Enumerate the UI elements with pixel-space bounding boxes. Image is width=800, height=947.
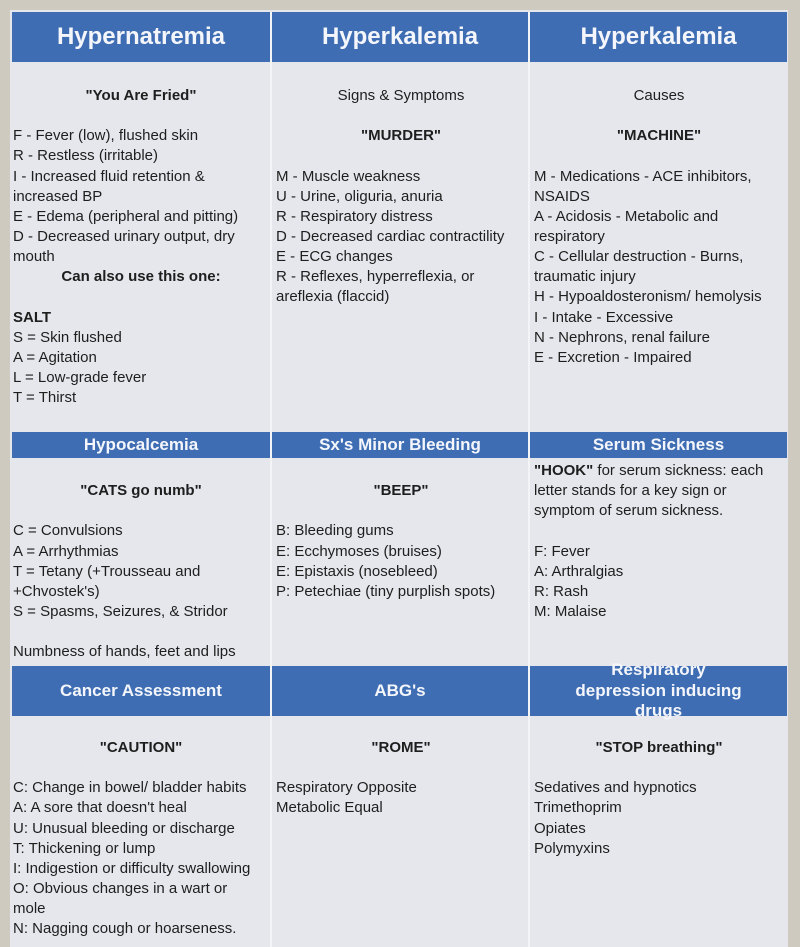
list-item: F - Fever (low), flushed skin bbox=[13, 127, 199, 145]
list-item: U - Urine, oliguria, anuria bbox=[276, 187, 443, 205]
list-item: mole bbox=[13, 900, 46, 918]
list-item: A = Agitation bbox=[13, 348, 97, 366]
list-item: Sedatives and hypnotics bbox=[534, 779, 697, 797]
list-item: respiratory bbox=[534, 227, 605, 245]
list-item: N: Nagging cough or hoarseness. bbox=[13, 920, 237, 938]
list-item bbox=[534, 461, 784, 481]
list-item: E: Epistaxis (nosebleed) bbox=[276, 562, 438, 580]
list-item: R - Respiratory distress bbox=[276, 207, 433, 225]
list-item: L = Low-grade fever bbox=[13, 368, 147, 386]
list-item: NSAIDS bbox=[534, 187, 590, 205]
list-item: S = Skin flushed bbox=[13, 328, 122, 346]
list-item: C - Cellular destruction - Burns, bbox=[534, 248, 744, 266]
header-cancer-assessment: Cancer Assessment bbox=[12, 666, 270, 716]
mnemonic-title: "BEEP" bbox=[373, 482, 429, 500]
list-item: Trimethoprim bbox=[534, 799, 622, 817]
list-item: increased BP bbox=[13, 187, 103, 205]
mnemonic-title: "ROME" bbox=[371, 739, 431, 756]
header-respiratory-depression: Respiratory depression inducing drugs bbox=[530, 666, 787, 716]
list-item: C: Change in bowel/ bladder habits bbox=[13, 779, 247, 797]
spacer bbox=[13, 106, 269, 126]
mnemonic-title: "CAUTION" bbox=[99, 739, 183, 756]
list-item: M - Medications - ACE inhibitors, bbox=[534, 167, 752, 185]
cell-serum-sickness bbox=[534, 461, 784, 622]
list-item: I - Intake - Excessive bbox=[534, 308, 674, 326]
list-item: letter stands for a key sign or bbox=[534, 482, 727, 500]
mnemonic-title: Can also use this one: bbox=[61, 268, 221, 286]
list-item: M - Muscle weakness bbox=[276, 167, 421, 185]
list-item: A = Arrhythmias bbox=[13, 542, 119, 560]
list-item: A: A sore that doesn't heal bbox=[13, 799, 187, 817]
list-item: areflexia (flaccid) bbox=[276, 288, 390, 306]
header-hyperkalemia-signs: Hyperkalemia bbox=[272, 12, 528, 62]
list-item: E - Excretion - Impaired bbox=[534, 348, 692, 366]
header-hyperkalemia-causes: Hyperkalemia bbox=[530, 12, 787, 62]
list-item: O: Obvious changes in a wart or bbox=[13, 879, 228, 897]
header-abgs: ABG's bbox=[272, 666, 528, 716]
list-item: I - Increased fluid retention & bbox=[13, 167, 205, 185]
spacer bbox=[276, 146, 526, 166]
spacer bbox=[13, 287, 269, 307]
list-item: C = Convulsions bbox=[13, 522, 123, 540]
list-item: M: Malaise bbox=[534, 602, 607, 620]
mnemonic-title: "You Are Fried" bbox=[85, 87, 197, 104]
list-item: I: Indigestion or difficulty swallowing bbox=[13, 859, 251, 877]
spacer bbox=[276, 501, 526, 521]
header-minor-bleeding: Sx's Minor Bleeding bbox=[272, 432, 528, 458]
list-item: A - Acidosis - Metabolic and bbox=[534, 207, 719, 225]
spacer bbox=[534, 758, 784, 778]
list-item: mouth bbox=[13, 248, 55, 266]
list-item: H - Hypoaldosteronism/ hemolysis bbox=[534, 288, 762, 306]
list-item-text: for serum sickness: each bbox=[593, 462, 764, 479]
list-item: Numbness of hands, feet and lips bbox=[13, 643, 236, 661]
spacer bbox=[534, 106, 784, 126]
mnemonic-title: "CATS go numb" bbox=[80, 482, 202, 500]
column-divider bbox=[270, 12, 272, 947]
list-item: P: Petechiae (tiny purplish spots) bbox=[276, 582, 496, 600]
list-item: T: Thickening or lump bbox=[13, 839, 156, 857]
list-item: D - Decreased cardiac contractility bbox=[276, 227, 505, 245]
list-item: Opiates bbox=[534, 819, 586, 837]
mnemonic-title: "STOP breathing" bbox=[595, 739, 723, 756]
list-item: T = Thirst bbox=[13, 389, 77, 407]
list-item: +Chvostek's) bbox=[13, 582, 100, 600]
header-hypernatremia: Hypernatremia bbox=[12, 12, 270, 62]
cell-respiratory-depression bbox=[534, 738, 784, 859]
mnemonic-title: "MACHINE" bbox=[616, 127, 702, 145]
list-item: R - Reflexes, hyperreflexia, or bbox=[276, 268, 475, 286]
list-item: Respiratory Opposite bbox=[276, 779, 417, 797]
list-item: D - Decreased urinary output, dry bbox=[13, 227, 235, 245]
list-item: R: Rash bbox=[534, 582, 589, 600]
spacer bbox=[276, 758, 526, 778]
list-item: Polymyxins bbox=[534, 839, 610, 857]
header-serum-sickness: Serum Sickness bbox=[530, 432, 787, 458]
list-item: symptom of serum sickness. bbox=[534, 502, 724, 520]
mnemonic-title: "MURDER" bbox=[360, 127, 442, 145]
cell-hyperkalemia-signs bbox=[276, 86, 526, 308]
cell-hypernatremia bbox=[13, 86, 269, 408]
spacer bbox=[534, 521, 784, 541]
list-item: SALT bbox=[13, 308, 52, 326]
spacer bbox=[276, 106, 526, 126]
list-item: T = Tetany (+Trousseau and bbox=[13, 562, 201, 580]
list-item: N - Nephrons, renal failure bbox=[534, 328, 710, 346]
mnemonic-keyword: "HOOK" bbox=[534, 462, 594, 479]
spacer bbox=[276, 461, 526, 481]
spacer bbox=[13, 622, 269, 642]
spacer bbox=[13, 461, 269, 481]
cell-abgs bbox=[276, 738, 526, 819]
column-divider bbox=[528, 12, 530, 947]
list-item: Signs & Symptoms bbox=[337, 87, 465, 104]
spacer bbox=[13, 758, 269, 778]
list-item: F: Fever bbox=[534, 542, 590, 560]
list-item: R - Restless (irritable) bbox=[13, 147, 159, 165]
cell-minor-bleeding bbox=[276, 461, 526, 602]
spacer bbox=[13, 501, 269, 521]
cell-hypocalcemia bbox=[13, 461, 269, 662]
list-item: A: Arthralgias bbox=[534, 562, 624, 580]
cell-hyperkalemia-causes bbox=[534, 86, 784, 368]
list-item: Causes bbox=[633, 87, 685, 104]
list-item: Metabolic Equal bbox=[276, 799, 383, 817]
spacer bbox=[534, 146, 784, 166]
list-item: E - ECG changes bbox=[276, 248, 393, 266]
list-item: E - Edema (peripheral and pitting) bbox=[13, 207, 239, 225]
header-hypocalcemia: Hypocalcemia bbox=[12, 432, 270, 458]
list-item: U: Unusual bleeding or discharge bbox=[13, 819, 235, 837]
list-item: E: Ecchymoses (bruises) bbox=[276, 542, 442, 560]
cell-cancer-assessment bbox=[13, 738, 269, 939]
list-item: B: Bleeding gums bbox=[276, 522, 394, 540]
list-item: traumatic injury bbox=[534, 268, 636, 286]
list-item: S = Spasms, Seizures, & Stridor bbox=[13, 602, 228, 620]
